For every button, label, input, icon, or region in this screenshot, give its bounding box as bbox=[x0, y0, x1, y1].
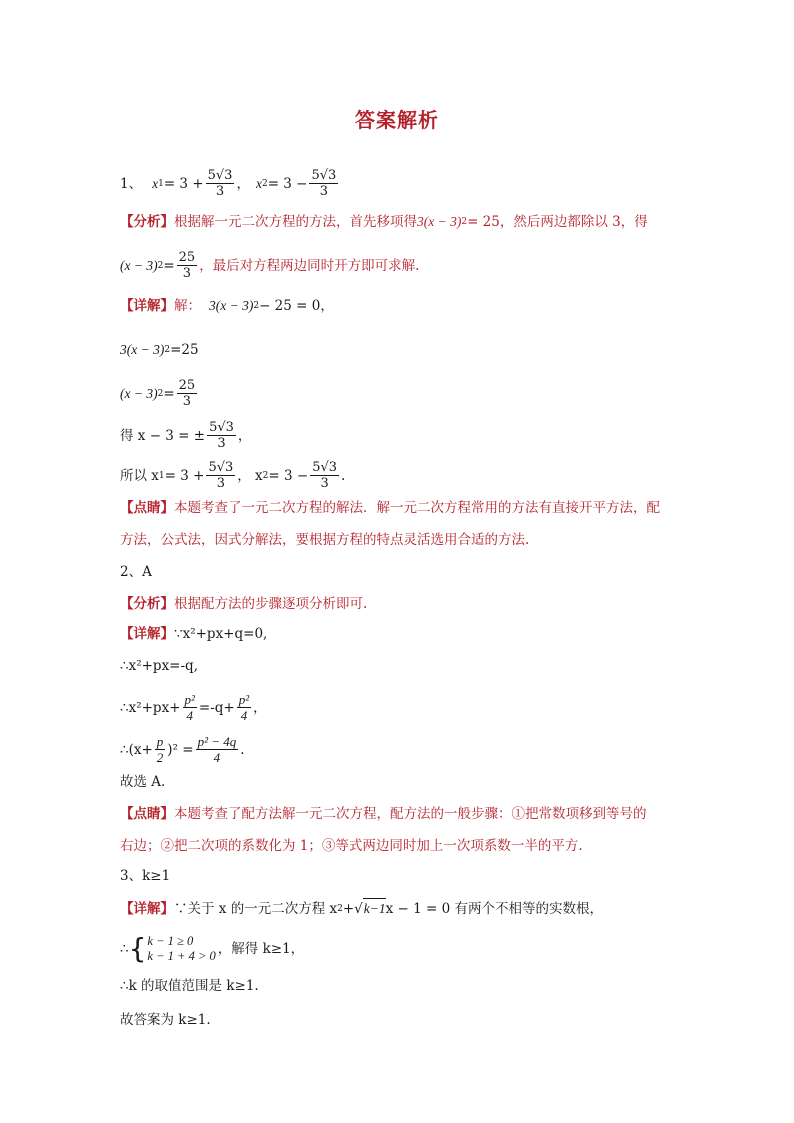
inequality-system: { k − 1 ≥ 0 k − 1 + 4 > 0 bbox=[128, 932, 216, 965]
q2-detail-line5: 故选 A. bbox=[120, 774, 166, 790]
q2-detail-line2: ∴x²+px=-q, bbox=[120, 658, 198, 674]
q1-comment-line2: 方法，公式法，因式分解法，要根据方程的特点灵活选用合适的方法. bbox=[120, 532, 530, 548]
fraction: $\frac{5√3}{3}$ bbox=[208, 460, 234, 491]
q1-step2: (x − 3) 2 = $\frac{25}{3}$ bbox=[120, 378, 196, 409]
detail-tag: 【详解】 bbox=[120, 900, 174, 917]
q1-step1: 3(x − 3) 2 =25 bbox=[120, 342, 199, 358]
q2-comment-line1: 【点睛】 本题考查了配方法解一元二次方程，配方法的一般步骤：①把常数项移到等号的 bbox=[120, 806, 647, 822]
q1-step4: 所以 x 1 = 3 + $\frac{5√3}{3}$ ， x 2 = 3 − $\frac{5√3}{3}$ . bbox=[120, 460, 346, 491]
q2-answer: 2、A bbox=[120, 564, 152, 580]
q2-analysis: 【分析】 根据配方法的步骤逐项分析即可. bbox=[120, 596, 368, 612]
q2-detail-line1: 【详解】 ∵x²+px+q=0, bbox=[120, 626, 268, 642]
fraction: $\frac{\text{p² − 4q}}{4}$ bbox=[197, 734, 237, 765]
q3-detail-line3: ∴k 的取值范围是 k≥1. bbox=[120, 978, 259, 994]
fraction: $\frac{25}{3}$ bbox=[178, 250, 196, 281]
fraction: $\frac{5√3}{3}$ bbox=[312, 460, 338, 491]
fraction: $\frac{5√3}{3}$ bbox=[207, 168, 233, 199]
q3-answer: 3、k≥1 bbox=[120, 868, 171, 884]
q1-comment-line1: 【点睛】 本题考查了一元二次方程的解法．解一元二次方程常用的方法有直接开平方法，配 bbox=[120, 500, 660, 516]
q2-detail-line3: ∴x²+px+ $\frac{\text{p²}}{4}$ =-q+ $\frac{\text{p²}}{4}$ ， bbox=[120, 692, 267, 723]
q2-comment-line2: 右边；②把二次项的系数化为 1；③等式两边同时加上一次项系数一半的平方. bbox=[120, 838, 583, 854]
detail-tag: 【详解】 bbox=[120, 298, 174, 314]
fraction: $\frac{p}{2}$ bbox=[156, 734, 164, 765]
fraction: $\frac{25}{3}$ bbox=[178, 378, 196, 409]
q3-detail-line4: 故答案为 k≥1. bbox=[120, 1012, 211, 1028]
q1-number: 1、 bbox=[120, 175, 143, 192]
q3-detail-system: ∴ { k − 1 ≥ 0 k − 1 + 4 > 0 ，解得 k≥1， bbox=[120, 932, 305, 965]
left-brace: { bbox=[128, 932, 147, 965]
q1-analysis-line2: (x − 3) 2 = $\frac{25}{3}$ ，最后对方程两边同时开方即可求解. bbox=[120, 250, 420, 281]
q2-detail-line4: ∴(x+ $\frac{p}{2}$ )² = $\frac{\text{p² − 4q}}{4}$ . bbox=[120, 734, 245, 765]
comment-tag: 【点睛】 bbox=[120, 806, 174, 822]
fraction: $\frac{5√3}{3}$ bbox=[209, 420, 234, 451]
fraction: $\frac{\text{p²}}{4}$ bbox=[238, 692, 250, 723]
q1-analysis-line1: 【分析】 根据解一元二次方程的方法，首先移项得 3(x − 3) 2 = 25 ，然后两边都除以 3，得 bbox=[120, 214, 648, 230]
q1-detail-line1: 【详解】 解： 3(x − 3) 2 − 25 = 0， bbox=[120, 298, 334, 314]
fraction: $\frac{\text{p²}}{4}$ bbox=[184, 692, 195, 723]
q1-step3: 得 x − 3 = ± $\frac{5√3}{3}$ ， bbox=[120, 420, 252, 451]
analysis-tag: 【分析】 bbox=[120, 214, 174, 230]
comment-tag: 【点睛】 bbox=[120, 500, 174, 516]
q3-detail-line1: 【详解】 ∵关于 x 的一元二次方程 x 2 + √ k−1 x − 1 = 0 有两个不相等的实数根， bbox=[120, 898, 603, 919]
page-title: 答案解析 bbox=[355, 108, 439, 132]
sqrt-sign: √ bbox=[354, 900, 363, 917]
q1-answer: 1、 x 1 = 3 + $\frac{5√3}{3}$ ， x 2 = 3 − $\frac{5√3}{3}$ bbox=[120, 168, 337, 199]
analysis-tag: 【分析】 bbox=[120, 596, 174, 612]
detail-tag: 【详解】 bbox=[120, 626, 174, 642]
fraction: $\frac{5√3}{3}$ bbox=[311, 168, 337, 199]
